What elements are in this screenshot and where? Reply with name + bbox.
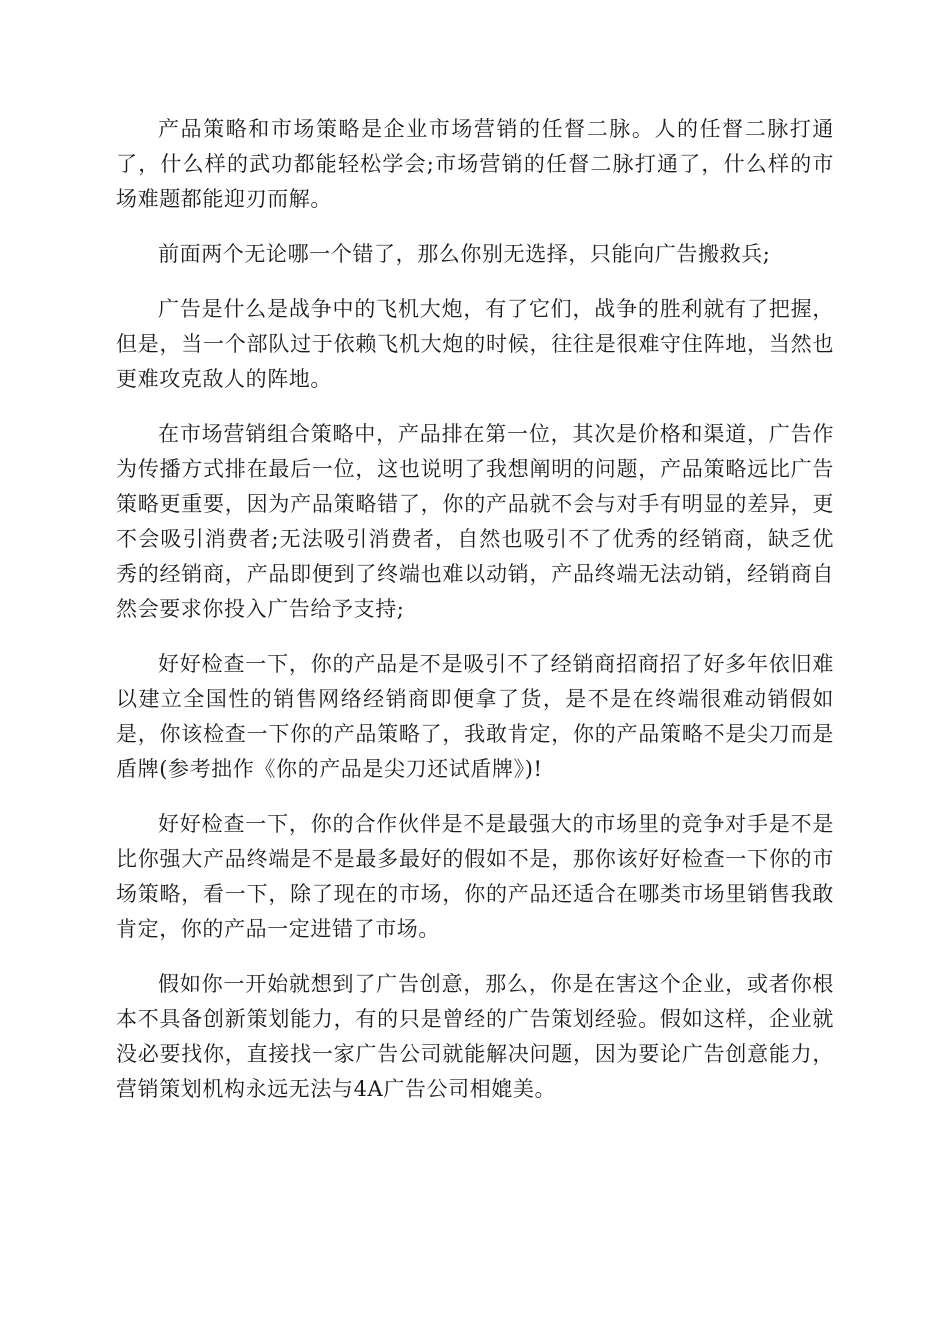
- paragraph: 好好检查一下，你的产品是不是吸引不了经销商招商招了好多年依旧难以建立全国性的销售网络经销商即便拿了货，是不是在终端很难动销假如是，你该检查一下你的产品策略了，我敢肯定，你的产品策略不是尖刀而是盾牌(参考拙作《你的产品是尖刀还试盾牌》)!: [116, 652, 834, 781]
- paragraph: 前面两个无论哪一个错了，那么你别无选择，只能向广告搬救兵;: [158, 242, 771, 266]
- paragraph: 广告是什么是战争中的飞机大炮，有了它们，战争的胜利就有了把握，但是，当一个部队过于依赖飞机大炮的时候，往往是很难守住阵地，当然也更难攻克敌人的阵地。: [116, 297, 834, 391]
- paragraph: 在市场营销组合策略中，产品排在第一位，其次是价格和渠道，广告作为传播方式排在最后一位，这也说明了我想阐明的问题，产品策略远比广告策略更重要，因为产品策略错了，你的产品就不会与对手有明显的差异，更不会吸引消费者;无法吸引消费者，自然也吸引不了优秀的经销商，缺乏优秀的经销商，产品即便到了终端也难以动销，产品终端无法动销，经销商自然会要求你投入广告给予支持;: [116, 422, 834, 621]
- document-page: [116, 112, 834, 1127]
- paragraph: 产品策略和市场策略是企业市场营销的任督二脉。人的任督二脉打通了，什么样的武功都能轻松学会;市场营销的任督二脉打通了，什么样的市场难题都能迎刃而解。: [116, 117, 834, 211]
- paragraph: 好好检查一下，你的合作伙伴是不是最强大的市场里的竞争对手是不是比你强大产品终端是不是最多最好的假如不是，那你该好好检查一下你的市场策略，看一下，除了现在的市场，你的产品还适合在哪类市场里销售我敢肯定，你的产品一定进错了市场。: [116, 812, 834, 941]
- paragraph: 假如你一开始就想到了广告创意，那么，你是在害这个企业，或者你根本不具备创新策划能力，有的只是曾经的广告策划经验。假如这样，企业就没必要找你，直接找一家广告公司就能解决问题，因为要论广告创意能力，营销策划机构永远无法与4A广告公司相媲美。: [116, 972, 834, 1101]
